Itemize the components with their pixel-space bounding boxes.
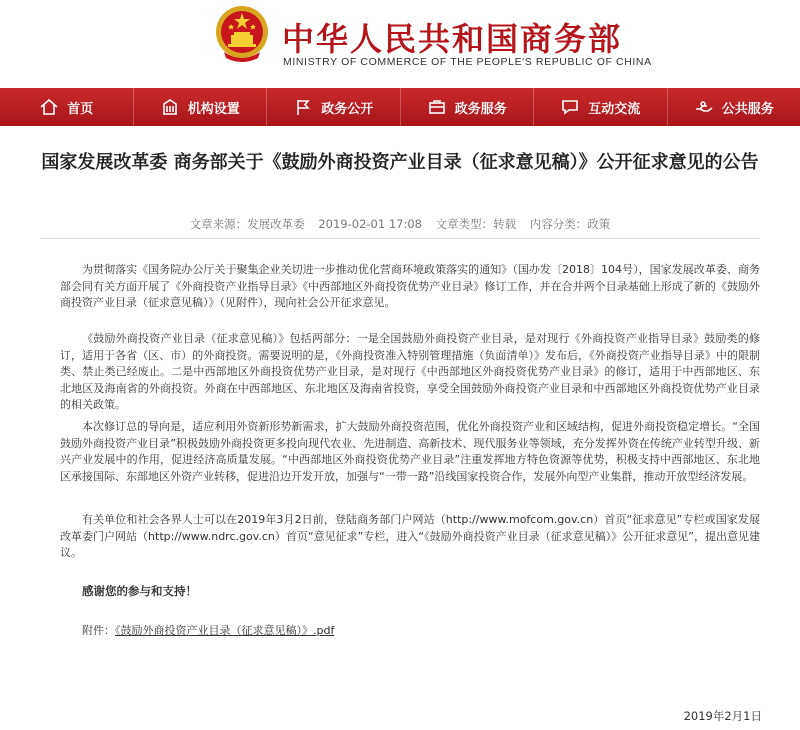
article-title: 国家发展改革委 商务部关于《鼓励外商投资产业目录（征求意见稿）》公开征求意见的公告 (41, 152, 759, 173)
flag-icon (293, 97, 313, 117)
article-date: 2019-02-01 17:08 (318, 217, 422, 231)
nav-item-interaction[interactable] (534, 88, 668, 126)
site-header (0, 0, 800, 88)
article-category: 内容分类：政策 (529, 217, 611, 231)
nav-item-label: 政务公开 (321, 101, 374, 117)
article-paragraph: 有关单位和社会各界人士可以在2019年3月2日前，登陆商务部门户网站（http://www.mofcom.gov.cn）首页“征求意见”专栏或国家发展改革委门户网站（http://www.ndrc.gov.cn）首页“意见征求”专栏，进入“《鼓励外商投资产业目录（征求意见稿）》公开征求意见”，提出意见建议。 (60, 513, 760, 559)
attachment-line (60, 622, 334, 638)
article-paragraph: 本次修订总的导向是，适应利用外资新形势新需求，扩大鼓励外商投资范围，优化外商投资产业和区域结构，促进外商投资稳定增长。“全国鼓励外商投资产业目录”积极鼓励外商投资更多投向现代农业、先进制造、高新技术、现代服务业等领域，充分发挥外资在传统产业转型升级、新兴产业发展中的作用，促进经济高质量发展。“中西部地区外商投资优势产业目录”注重发挥地方特色资源等优势，积极支持中西部地区、东北地区承接国际、东部地区外资产业转移，促进沿边开发开放，加强与“一带一路”沿线国家投资合作，发展外向型产业集群，推动开放型经济发展。 (60, 420, 760, 483)
site-title: 中华人民共和国商务部 (282, 20, 623, 58)
home-icon (39, 97, 59, 117)
site-subtitle: MINISTRY OF COMMERCE OF THE PEOPLE'S REPUBLIC OF CHINA (283, 56, 652, 68)
nav-item-government-affairs[interactable] (267, 88, 401, 126)
nav-item-label: 互动交流 (588, 101, 641, 117)
nav-item-label: 公共服务 (721, 101, 774, 117)
nav-item-label: 机构设置 (187, 101, 240, 117)
main-nav (0, 88, 800, 126)
thanks-note: 感谢您的参与和支持！ (82, 584, 197, 598)
nav-item-home[interactable] (0, 88, 134, 126)
meta-divider (40, 238, 760, 239)
hand-icon (694, 97, 714, 117)
nav-item-label: 政务服务 (454, 101, 507, 117)
building-icon (160, 97, 180, 117)
nav-item-government-services[interactable] (401, 88, 535, 126)
national-emblem-icon (214, 4, 270, 64)
article-paragraph: 为贯彻落实《国务院办公厅关于聚集企业关切进一步推动优化营商环境政策落实的通知》（国办发〔2018〕104号），国家发展改革委、商务部会同有关方面开展了《外商投资产业指导目录》《中西部地区外商投资优势产业目录》修订工作，并在合并两个目录基础上形成了新的《鼓励外商投资产业目录（征求意见稿）》（见附件），现向社会公开征求意见。 (60, 263, 760, 309)
attachment-label: 附件： (82, 624, 115, 637)
nav-item-public-services[interactable] (668, 88, 800, 126)
article-type: 文章类型：转载 (435, 217, 517, 231)
nav-item-organization[interactable] (134, 88, 268, 126)
briefcase-icon (427, 97, 447, 117)
attachment-link[interactable]: 《鼓励外商投资产业目录（征求意见稿）》.pdf (115, 624, 335, 637)
nav-item-label: 首页 (67, 101, 94, 117)
article-source: 文章来源：发展改革委 (189, 217, 305, 231)
article-meta (0, 216, 800, 232)
sign-date: 2019年2月1日 (683, 709, 762, 723)
article-paragraph: 《鼓励外商投资产业目录（征求意见稿）》包括两部分：一是全国鼓励外商投资产业目录，是对现行《外商投资产业指导目录》鼓励类的修订，适用于各省（区、市）的外商投资。需要说明的是，《外商投资准入特别管理措施（负面清单）》发布后，《外商投资产业指导目录》中的限制类、禁止类已经废止。二是中西部地区外商投资优势产业目录，是对现行《中西部地区外商投资优势产业目录》的修订，适用于中西部地区、东北地区及海南省的外商投资。外商在中西部地区、东北地区及海南省投资，享受全国鼓励外商投资产业目录和中西部地区外商投资优势产业目录的相关政策。 (60, 332, 760, 411)
chat-icon (560, 97, 580, 117)
